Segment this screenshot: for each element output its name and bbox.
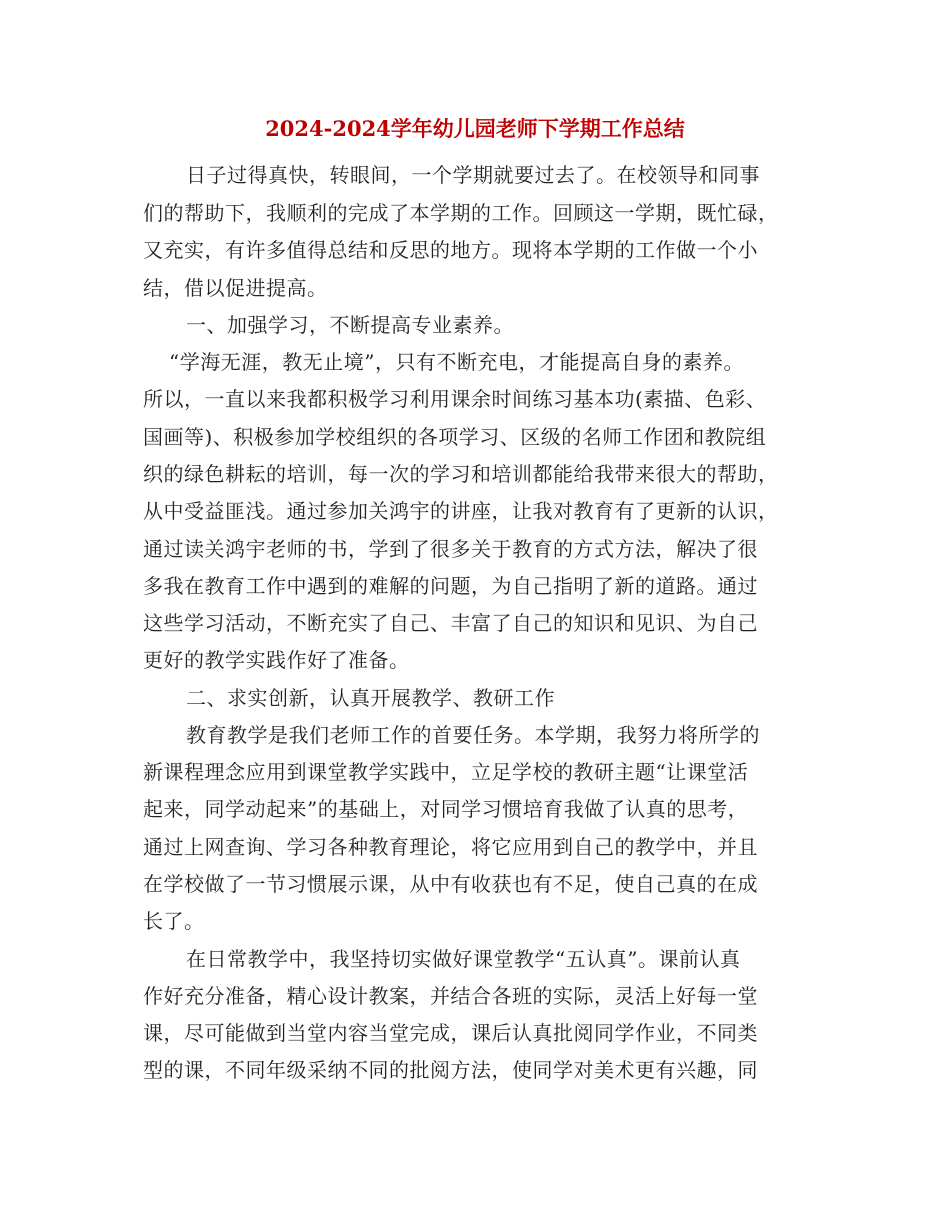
section-heading: 二、求实创新，认真开展教学、教研工作 (186, 686, 555, 710)
text-line: 这些学习活动，不断充实了自己、丰富了自己的知识和见识、为自己 (143, 611, 758, 635)
text-line: 通过上网查询、学习各种教育理论，将它应用到自己的教学中，并且 (143, 835, 758, 859)
text-line: 结，借以促进提高。 (143, 276, 328, 300)
section-heading: 一、加强学习，不断提高专业素养。 (186, 313, 514, 337)
text-line: 教育教学是我们老师工作的首要任务。本学期，我努力将所学的 (186, 723, 760, 747)
text-line: 又充实，有许多值得总结和反思的地方。现将本学期的工作做一个小 (143, 238, 758, 262)
text-line: 国画等)、积极参加学校组织的各项学习、区级的名师工作团和教院组 (143, 425, 767, 449)
text-line: 在日常教学中，我坚持切实做好课堂教学“五认真”。课前认真 (186, 947, 741, 971)
text-line: 日子过得真快，转眼间，一个学期就要过去了。在校领导和同事 (186, 163, 760, 187)
text-line: 作好充分准备，精心设计教案，并结合各班的实际，灵活上好每一堂 (143, 984, 758, 1008)
document-title: 2024-2024学年幼儿园老师下学期工作总结 (265, 116, 685, 141)
text-line: 新课程理念应用到课堂教学实践中，立足学校的教研主题“让课堂活 (143, 760, 749, 784)
text-line: 型的课，不同年级采纳不同的批阅方法，使同学对美术更有兴趣，同 (143, 1058, 758, 1082)
text-line: 起来，同学动起来”的基础上，对同学习惯培育我做了认真的思考， (143, 797, 749, 821)
text-line: 所以，一直以来我都积极学习利用课余时间练习基本功(素描、色彩、 (143, 387, 767, 411)
text-line: “学海无涯，教无止境”，只有不断充电，才能提高自身的素养。 (169, 350, 744, 374)
text-line: 在学校做了一节习惯展示课，从中有收获也有不足，使自己真的在成 (143, 872, 758, 896)
text-line: 多我在教育工作中遇到的难解的问题，为自己指明了新的道路。通过 (143, 574, 758, 598)
text-line: 课，尽可能做到当堂内容当堂完成，课后认真批阅同学作业，不同类 (143, 1021, 758, 1045)
text-line: 从中受益匪浅。通过参加关鸿宇的讲座，让我对教育有了更新的认识， (143, 499, 779, 523)
text-line: 织的绿色耕耘的培训，每一次的学习和培训都能给我带来很大的帮助， (143, 462, 779, 486)
text-line: 通过读关鸿宇老师的书，学到了很多关于教育的方式方法，解决了很 (143, 537, 758, 561)
text-line: 们的帮助下，我顺利的完成了本学期的工作。回顾这一学期，既忙碌， (143, 201, 779, 225)
text-line: 更好的教学实践作好了准备。 (143, 648, 410, 672)
text-line: 长了。 (143, 909, 205, 933)
